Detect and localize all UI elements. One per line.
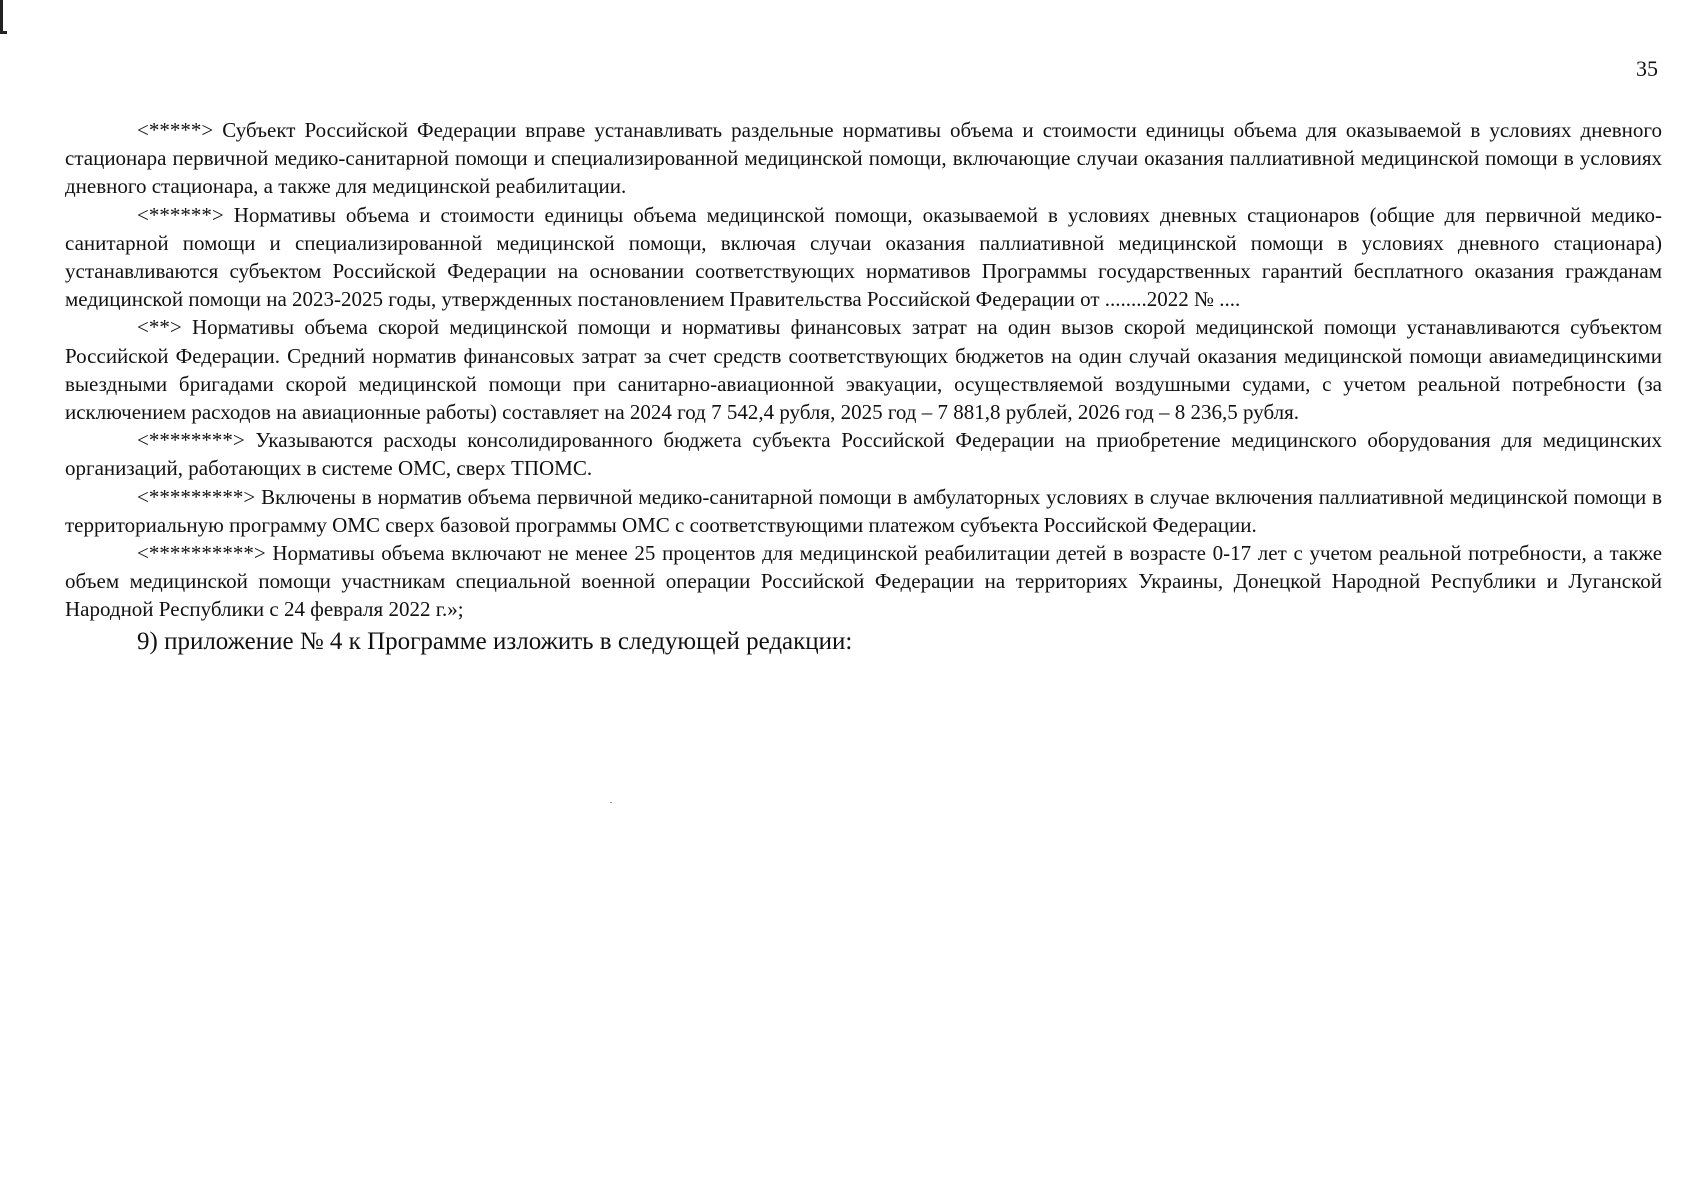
footnote-text: Субъект Российской Федерации вправе устанавливать раздельные нормативы объема и стоимости единицы объема для оказываемой в условиях дневного стационара первичной медико-санитарной помощи и специализированной медицинской помощи, включающие случаи оказания паллиативной медицинской помощи в условиях дневного стационара, а также для медицинской реабилитации. bbox=[65, 118, 1663, 199]
footnote-text: Нормативы объема и стоимости единицы объема медицинской помощи, оказываемой в условиях дневных стационаров (общие для первичной медико-санитарной помощи и специализированной медицинской помощи, включая случаи оказания паллиативной медицинской помощи в условиях дневного стационара) устанавливаются субъектом Российской Федерации на основании соответствующих нормативов Программы государственных гарантий бесплатного оказания гражданам медицинской помощи на 2023-2025 годы, утвержденных постановлением Правительства Российской Федерации от ........2022 № .... bbox=[65, 202, 1662, 312]
footnote-text: Указываются расходы консолидированного бюджета субъекта Российской Федерации на приобретение медицинского оборудования для медицинских организаций, работающих в системе ОМС, сверх ТПОМС. bbox=[65, 428, 1662, 481]
footnote-5-stars bbox=[65, 116, 1662, 201]
footnote-text: Включены в норматив объема первичной медико-санитарной помощи в амбулаторных условиях в случае включения паллиативной медицинской помощи в территориальную программу ОМС сверх базовой программы ОМС с соответствующими платежом субъекта Российской Федерации. bbox=[65, 484, 1663, 537]
footnote-marker: <*********> bbox=[137, 484, 256, 509]
scan-speck bbox=[610, 802, 612, 803]
footnote-marker: <******> bbox=[137, 202, 224, 227]
amendment-item-9: 9) приложение № 4 к Программе изложить в следующей редакции: bbox=[137, 627, 853, 655]
footnote-2-stars bbox=[65, 313, 1662, 426]
footnote-marker: <**> bbox=[137, 315, 182, 340]
footnote-10-stars bbox=[65, 539, 1662, 624]
scan-edge-mark bbox=[0, 0, 3, 34]
footnote-text: Нормативы объема скорой медицинской помощи и нормативы финансовых затрат на один вызов скорой медицинской помощи устанавливаются субъектом Российской Федерации. Средний норматив финансовых затрат за счет средств соответствующих бюджетов на один случай оказания медицинской помощи авиамедицинскими выездными бригадами скорой медицинской помощи при санитарно-авиационной эвакуации, осуществляемой воздушными судами, с учетом реальной потребности (за исключением расходов на авиационные работы) составляет на 2024 год 7 542,4 рубля, 2025 год – 7 881,8 рублей, 2026 год – 8 236,5 рубля. bbox=[65, 315, 1662, 425]
footnote-marker: <********> bbox=[137, 428, 245, 453]
footnote-8-stars bbox=[65, 426, 1662, 482]
footnote-9-stars bbox=[65, 483, 1662, 539]
page-number: 35 bbox=[1636, 56, 1658, 81]
footnote-6-stars bbox=[65, 201, 1662, 314]
footnote-marker: <*****> bbox=[137, 118, 214, 142]
footnote-marker: <**********> bbox=[137, 541, 266, 566]
footnote-text: Нормативы объема включают не менее 25 процентов для медицинской реабилитации детей в возрасте 0-17 лет с учетом реальной потребности, а также объем медицинской помощи участникам специальной военной операции Российской Федерации на территориях Украины, Донецкой Народной Республики и Луганской Народной Республики с 24 февраля 2022 г.»; bbox=[65, 541, 1663, 622]
document-body bbox=[65, 116, 1662, 658]
